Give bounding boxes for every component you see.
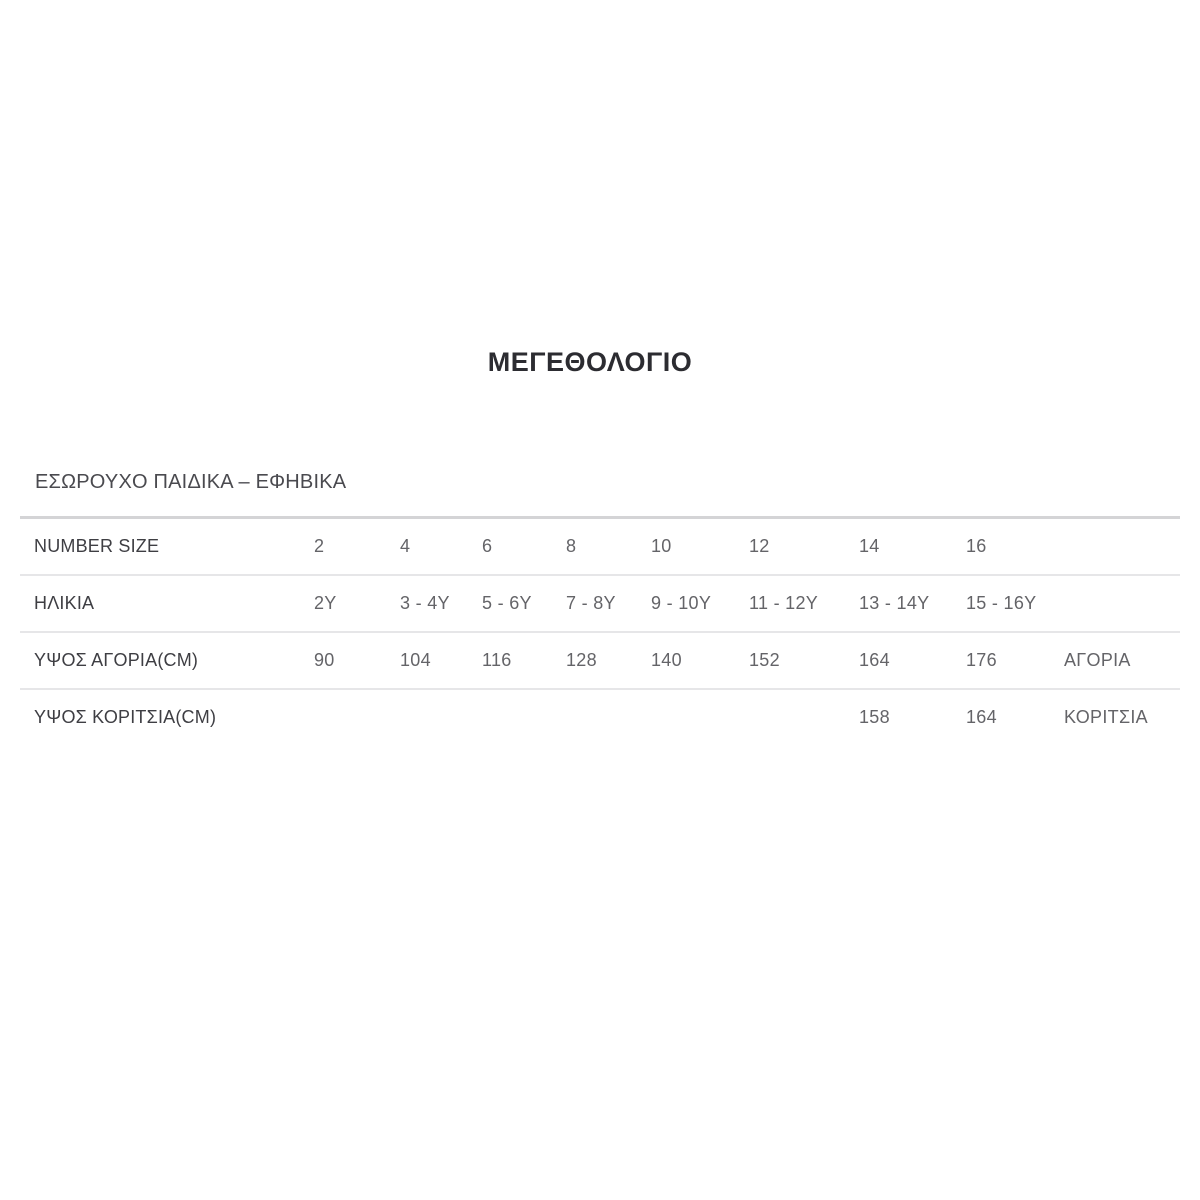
table-row [20,575,1180,632]
table-row [20,518,1180,575]
table-cell [637,689,735,746]
table-cell: 5 - 6Y [468,575,552,632]
table-cell: 3 - 4Y [386,575,468,632]
table-cell: ΚΟΡΙΤΣΙΑ [1050,689,1180,746]
table-cell: 10 [651,535,672,556]
table-cell: 11 - 12Y [735,575,845,632]
table-cell [1050,575,1180,632]
table-cell: 4 [400,535,411,556]
table-cell: ΑΓΟΡΙΑ [1050,632,1180,689]
table-row [20,689,1180,746]
table-cell [1050,518,1180,575]
table-cell: 16 [966,535,987,556]
table-cell: 12 [749,535,770,556]
table-cell: 158 [845,689,952,746]
row-label: ΗΛΙΚΙΑ [20,575,300,632]
table-cell: 9 - 10Y [637,575,735,632]
table-cell [468,689,552,746]
table-cell [552,689,637,746]
table-cell: 13 - 14Y [845,575,952,632]
row-label: ΥΨΟΣ ΚΟΡΙΤΣΙΑ(CM) [20,689,300,746]
table-cell [386,689,468,746]
table-cell: 7 - 8Y [552,575,637,632]
row-label: NUMBER SIZE [34,535,160,556]
section-heading: ΕΣΩΡΟΥΧΟ ΠΑΙΔΙΚΑ – ΕΦΗΒΙΚΑ [35,471,347,493]
table-row [20,632,1180,689]
table-cell: 15 - 16Y [952,575,1050,632]
table-cell: 2Y [300,575,386,632]
table-cell: 104 [386,632,468,689]
table-cell: 2 [314,535,325,556]
table-cell: 128 [552,632,637,689]
table-cell: 164 [845,632,952,689]
table-cell: 8 [566,535,577,556]
table-cell: 6 [482,535,493,556]
row-label: ΥΨΟΣ ΑΓΟΡΙΑ(CM) [20,632,300,689]
table-cell: 152 [735,632,845,689]
table-cell: 90 [300,632,386,689]
table-cell: 164 [952,689,1050,746]
table-cell: 140 [637,632,735,689]
table-cell: 176 [952,632,1050,689]
size-table [20,516,1180,746]
table-cell: 116 [468,632,552,689]
table-cell [735,689,845,746]
table-cell: 14 [859,535,880,556]
size-table-container [20,516,1180,746]
page-title: ΜΕΓΕΘΟΛΟΓΙΟ [487,347,693,377]
table-cell [300,689,386,746]
